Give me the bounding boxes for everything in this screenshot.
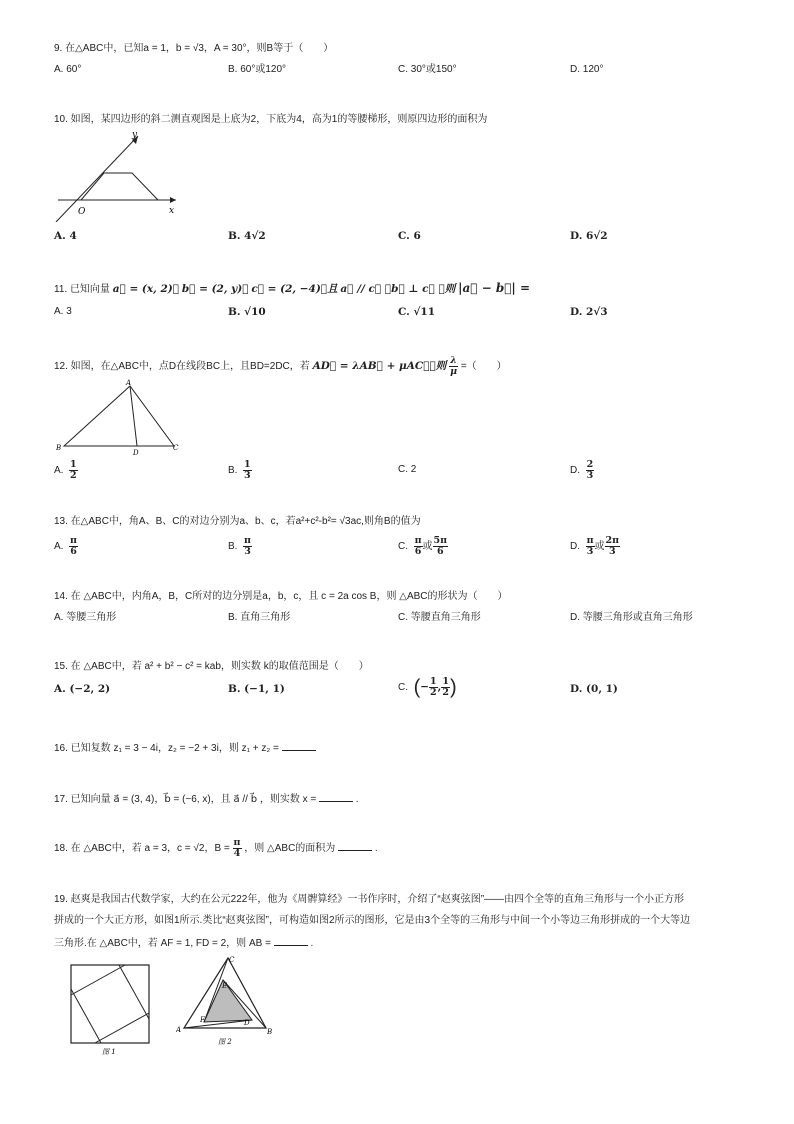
q9-option-b: B. 60°或120° [228,64,287,75]
q9-option-d: D. 120° [570,64,604,75]
label-y: y [132,130,138,140]
q10-oblique-figure [54,126,184,222]
label-d: D [133,449,139,456]
q19-figure-1 [68,962,154,1058]
q18-stem: 18. 在 △ABC中，若 a = 3，c = √2，B = $\frac{\pi}{4}$ ，则 △ABC的面积为 . [54,837,378,859]
q16-stem: 16. 已知复数 z₁ = 3 − 4i，z₂ = −2 + 3i，则 z₁ + z₂ = [54,740,316,756]
trapezoid [81,173,158,200]
triangle-abc [64,386,174,446]
y-axis [56,136,138,222]
label-e: E [222,982,228,990]
segment-ad [130,386,137,446]
q13-option-a: A. $\frac{\pi}{6}$ [54,535,77,557]
q13-option-c: C. $\frac{\pi}{6}$ 或 $\frac{5\pi}{6}$ [398,535,448,557]
q12-stem: 12. 如图，在△ABC中，点D在线段BC上，且BD=2DC，若 AD⃗ = λAB⃗ + μAC⃗，则 $\frac{\lambda}{\mu}$ =（ ） [54,355,507,377]
q19-line2: 拼成的一个大正方形，如图1所示.类比“赵爽弦图”，可构造如图2所示的图形，它是由3个全等的三角形与中间一个小等边三角形拼成的一个大等边 [54,915,691,926]
q11-option-d: D. 2√3 [570,306,608,318]
fig1-caption: 图 1 [102,1048,116,1056]
q15-option-b: B. (−1, 1) [228,683,285,695]
q16-answer-blank[interactable] [282,740,316,751]
q10-option-c: C. 6 [398,230,421,242]
x-axis-arrow [170,197,176,203]
q13-stem: 13. 在△ABC中，角A、B、C的对边分别为a、b、c，若a²+c²-b²= √3ac,则角B的值为 [54,516,421,527]
q11-option-a: A. 3 [54,306,72,317]
q19-line3: 三角形.在 △ABC中，若 AF = 1, FD = 2，则 AB = . [54,935,313,951]
q15-option-d: D. (0, 1) [570,683,618,695]
q14-stem: 14. 在 △ABC中，内角A，B，C所对的边分别是a，b，c，且 c = 2a cos B，则 △ABC的形状为（ ） [54,591,508,602]
q10-stem: 10. 如图，某四边形的斜二测直观图是上底为2，下底为4，高为1的等腰梯形，则原四边形的面积为 [54,114,488,125]
label-a: A [176,1026,182,1034]
q18-answer-blank[interactable] [338,840,372,851]
q12-option-a: A. $\frac{1}{2}$ [54,459,77,481]
label-c: C [229,956,235,964]
label-o: O [78,207,86,217]
q9-option-a: A. 60° [54,64,82,75]
fig2-caption: 图 2 [218,1038,232,1046]
q17-answer-blank[interactable] [319,791,353,802]
q14-option-c: C. 等腰直角三角形 [398,612,481,623]
q12-option-c: C. 2 [398,464,417,475]
q15-option-c: C. (− $\frac{1}{2}$ , $\frac{1}{2}$ ) [398,676,457,699]
outer-square [71,965,149,1043]
q19-answer-blank[interactable] [274,935,308,946]
q13-option-d: D. $\frac{\pi}{3}$ 或 $\frac{2\pi}{3}$ [570,535,620,557]
q11-option-c: C. √11 [398,306,435,318]
q9-stem: 9. 在△ABC中，已知a = 1，b = √3，A = 30°，则B等于（ ） [54,43,334,54]
q15-option-a: A. (−2, 2) [54,683,111,695]
label-b: B [267,1028,273,1036]
q17-stem: 17. 已知向量 a⃗ = (3, 4)，b⃗ = (−6, x)，且 a⃗ // b⃗ ，则实数 x = . [54,791,359,807]
q9-option-c: C. 30°或150° [398,64,457,75]
q14-option-a: A. 等腰三角形 [54,612,117,623]
q19-figure-2 [176,952,280,1048]
q14-option-d: D. 等腰三角形或直角三角形 [570,612,693,623]
label-d: D [244,1019,250,1027]
q12-option-b: B. $\frac{1}{3}$ [228,459,251,481]
q14-option-b: B. 直角三角形 [228,612,291,623]
q19-line1: 19. 赵爽是我国古代数学家，大约在公元222年，他为《周髀算经》一书作序时，介绍了“赵爽弦图”——由四个全等的直角三角形与一个小正方形 [54,894,685,905]
label-x: x [169,206,175,216]
q10-option-b: B. 4√2 [228,230,266,242]
label-b: B [56,444,62,452]
q11-stem: 11. 已知向量 a⃗ = (x, 2)， b⃗ = (2, y)， c⃗ = (2, −4)，且 a⃗ // c⃗ ，b⃗ ⊥ c⃗ ，则 |a⃗ − b⃗| = [54,281,531,295]
q15-stem: 15. 在 △ABC中，若 a² + b² − c² = kab，则实数 k的取值范围是（ ） [54,661,369,672]
q11-option-b: B. √10 [228,306,266,318]
q13-option-b: B. $\frac{\pi}{3}$ [228,535,251,557]
q12-option-d: D. $\frac{2}{3}$ [570,459,594,481]
label-f: F [200,1016,205,1024]
q10-option-a: A. 4 [54,230,77,242]
q10-option-d: D. 6√2 [570,230,608,242]
label-c: C [173,444,179,452]
q12-triangle-figure [56,378,186,456]
label-a: A [126,379,132,387]
